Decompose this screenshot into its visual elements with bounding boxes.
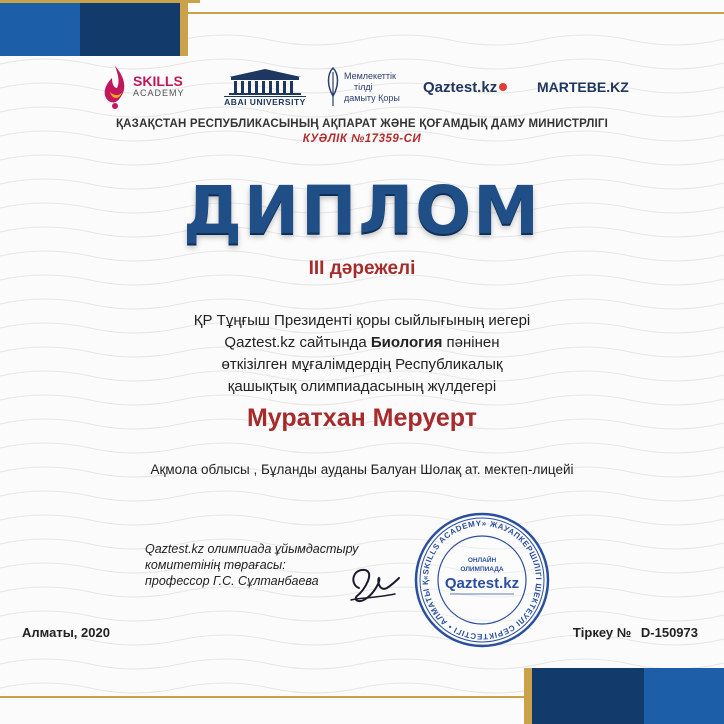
martebe-text: MARTEBE.KZ (537, 79, 629, 95)
corner-ribbon-top-left (0, 0, 200, 62)
description-line-3: өткізілген мұғалімдердің Республикалық (221, 356, 503, 373)
skills-flame-icon (100, 64, 130, 110)
school-name: Ақмола облысы , Бұланды ауданы Балуан Шолақ ат. мектеп-лицейі (150, 462, 574, 477)
abai-text: ABAI UNIVERSITY (224, 97, 306, 107)
diploma-title: ДИПЛОМ (183, 172, 541, 249)
chair-line-3: профессор Г.С. Сұлтанбаева (145, 574, 319, 588)
license-number: КУӘЛІК №17359-СИ (302, 133, 422, 145)
description-line-4: қашықтық олимпиадасының жүлдегері (227, 378, 497, 395)
feather-icon (325, 66, 341, 108)
committee-chair (145, 541, 358, 589)
chair-line-1: Qaztest.kz олимпиада ұйымдастыру (145, 542, 359, 556)
stamp-center-mid: ОЛИМПИАДА (460, 566, 504, 573)
qaztest-text: Qaztest.kz (423, 78, 498, 96)
ministry-heading: ҚАЗАҚСТАН РЕСПУБЛИКАСЫНЫҢ АҚПАРАТ ЖӘНЕ ҚОҒАМДЫҚ ДАМУ МИНИСТРЛІГІ (115, 118, 609, 130)
description-line-2-post: пәнінен (442, 334, 500, 351)
top-gold-line (180, 12, 724, 14)
stamp-center-top: ОНЛАЙН (467, 557, 497, 564)
university-building-icon (225, 67, 305, 95)
description-line-2-pre: Qaztest.kz сайтында (224, 334, 371, 351)
registration-value: D-150973 (640, 625, 698, 640)
chair-line-2: комитетінің төрағасы: (145, 558, 286, 572)
registration-number (573, 625, 698, 640)
abai-university-logo (222, 62, 308, 112)
state-fund-line1: Мемлекеттік (344, 70, 396, 81)
subject-name: Биология (370, 334, 443, 351)
issue-city-year: Алматы, 2020 (22, 625, 110, 640)
degree-label: ІІІ дәрежелі (308, 258, 416, 279)
official-stamp (412, 510, 552, 650)
signature-image (345, 558, 405, 608)
state-fund-line2: тілді (354, 81, 373, 92)
partner-logos (100, 62, 630, 114)
bottom-gold-line (0, 696, 540, 698)
description-line-2 (110, 332, 614, 354)
academy-text: ACADEMY (133, 88, 185, 98)
martebe-logo (537, 62, 627, 112)
corner-ribbon-bottom-right (524, 668, 724, 724)
registration-label: Тіркеу № (572, 625, 632, 640)
award-description (110, 310, 614, 398)
state-fund-line3: дамыту Қоры (344, 92, 400, 103)
qaztest-dot-icon (499, 83, 507, 91)
skills-text: SKILLS (133, 73, 183, 89)
qaztest-logo (423, 62, 523, 112)
skills-academy-logo (100, 62, 195, 112)
state-language-fund-logo (325, 62, 417, 112)
description-line-1: ҚР Тұңғыш Президенті қоры сыйлығының иегері (193, 312, 531, 329)
recipient-name: Муратхан Меруерт (246, 404, 477, 432)
stamp-ring-text: «SKILLS ACADEMY» ЖАУАПКЕРШІЛІГІ ШЕКТЕУЛІ СЕРІКТЕСТІГІ • АЛМАТЫ Қ (420, 518, 544, 642)
stamp-center-brand: Qaztest.kz (444, 575, 520, 592)
